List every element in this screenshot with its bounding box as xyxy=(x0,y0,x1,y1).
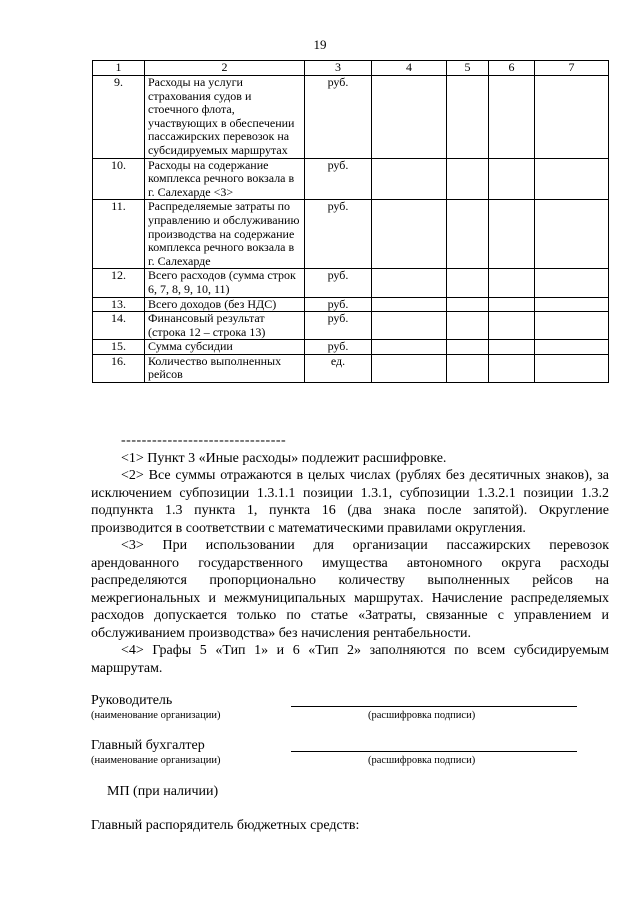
row-number: 16. xyxy=(93,354,145,382)
row-number: 15. xyxy=(93,340,145,355)
report-table xyxy=(92,60,609,383)
empty-cell xyxy=(372,76,447,159)
empty-cell xyxy=(535,340,609,355)
empty-cell xyxy=(372,340,447,355)
row-number: 10. xyxy=(93,158,145,200)
head-signature-block xyxy=(91,693,611,722)
table-row xyxy=(93,76,609,159)
row-unit: руб. xyxy=(305,312,372,340)
empty-cell xyxy=(489,76,535,159)
row-number: 12. xyxy=(93,269,145,297)
chief-budget-manager: Главный распорядитель бюджетных средств: xyxy=(91,818,360,833)
head-caption-signature: (расшифровка подписи) xyxy=(368,710,476,721)
empty-cell xyxy=(535,200,609,269)
table-row xyxy=(93,340,609,355)
table-row xyxy=(93,158,609,200)
accountant-signature-block xyxy=(91,738,611,767)
footnotes xyxy=(91,432,609,677)
empty-cell xyxy=(535,297,609,312)
row-name: Расходы на услуги страхования судов и стоечного флота, участвующих в обеспечении пассажирских перевозок на субсидируемых маршрутах xyxy=(145,76,305,159)
table-header-cell: 7 xyxy=(535,61,609,76)
table-row xyxy=(93,312,609,340)
row-name: Распределяемые затраты по управлению и обслуживанию производства на содержание комплекса речного вокзала в г. Салехарде xyxy=(145,200,305,269)
footnote-separator: -------------------------------- xyxy=(121,433,287,448)
stamp-place: МП (при наличии) xyxy=(107,784,219,799)
footnote-1: <1> Пункт 3 «Иные расходы» подлежит расшифровке. xyxy=(121,450,447,466)
empty-cell xyxy=(447,200,489,269)
row-number: 13. xyxy=(93,297,145,312)
head-signature-line xyxy=(291,706,577,707)
row-unit: руб. xyxy=(305,297,372,312)
empty-cell xyxy=(447,269,489,297)
row-unit: руб. xyxy=(305,76,372,159)
table-header-cell: 4 xyxy=(372,61,447,76)
empty-cell xyxy=(489,158,535,200)
accountant-caption-org: (наименование организации) xyxy=(91,755,221,766)
accountant-signature-line xyxy=(291,751,577,752)
row-name: Расходы на содержание комплекса речного вокзала в г. Салехарде <3> xyxy=(145,158,305,200)
empty-cell xyxy=(447,340,489,355)
table-header-row xyxy=(93,61,609,76)
empty-cell xyxy=(372,200,447,269)
empty-cell xyxy=(447,354,489,382)
row-number: 11. xyxy=(93,200,145,269)
row-name: Количество выполненных рейсов xyxy=(145,354,305,382)
empty-cell xyxy=(489,269,535,297)
footnote-3: <3> При использовании для организации пассажирских перевозок арендованного государственного имущества автономного округа расходы распределяются пропорционально количеству выполненных рейсов на межрегиональных и межмуниципальных маршрутах. Начисление распределяемых расходов допускается только по статье «Затраты, связанные с управлением и обслуживанием производства» без начисления рентабельности. xyxy=(91,538,609,641)
table-row xyxy=(93,354,609,382)
empty-cell xyxy=(535,312,609,340)
empty-cell xyxy=(535,354,609,382)
row-number: 14. xyxy=(93,312,145,340)
row-unit: руб. xyxy=(305,269,372,297)
empty-cell xyxy=(372,354,447,382)
empty-cell xyxy=(447,158,489,200)
row-name: Всего доходов (без НДС) xyxy=(145,297,305,312)
empty-cell xyxy=(489,200,535,269)
empty-cell xyxy=(489,340,535,355)
row-unit: руб. xyxy=(305,158,372,200)
page-number: 19 xyxy=(313,37,327,52)
table-header-cell: 3 xyxy=(305,61,372,76)
empty-cell xyxy=(447,297,489,312)
table-row xyxy=(93,269,609,297)
table-header-cell: 2 xyxy=(145,61,305,76)
empty-cell xyxy=(447,312,489,340)
table-header-cell: 6 xyxy=(489,61,535,76)
empty-cell xyxy=(372,312,447,340)
row-unit: ед. xyxy=(305,354,372,382)
empty-cell xyxy=(535,269,609,297)
row-unit: руб. xyxy=(305,340,372,355)
empty-cell xyxy=(447,76,489,159)
empty-cell xyxy=(489,354,535,382)
row-number: 9. xyxy=(93,76,145,159)
row-name: Финансовый результат (строка 12 – строка 13) xyxy=(145,312,305,340)
row-name: Сумма субсидии xyxy=(145,340,305,355)
empty-cell xyxy=(535,76,609,159)
empty-cell xyxy=(372,158,447,200)
empty-cell xyxy=(489,297,535,312)
table-row xyxy=(93,297,609,312)
table-header-cell: 1 xyxy=(93,61,145,76)
empty-cell xyxy=(489,312,535,340)
row-unit: руб. xyxy=(305,200,372,269)
empty-cell xyxy=(535,158,609,200)
footnote-4: <4> Графы 5 «Тип 1» и 6 «Тип 2» заполняются по всем субсидируемым маршрутам. xyxy=(91,643,609,676)
accountant-caption-signature: (расшифровка подписи) xyxy=(368,755,476,766)
footnote-2: <2> Все суммы отражаются в целых числах (рублях без десятичных знаков), за исключением субпозиции 1.3.1.1 позиции 1.3.1, субпозиции 1.3.2.1 позиции 1.3.2 подпункта 1.3 пункта 1, пункта 16 (два знака после запятой). Округление производится в соответствии с математическими правилами округления. xyxy=(91,468,609,536)
head-title: Руководитель xyxy=(91,693,173,708)
table-header-cell: 5 xyxy=(447,61,489,76)
empty-cell xyxy=(372,269,447,297)
row-name: Всего расходов (сумма строк 6, 7, 8, 9, 10, 11) xyxy=(145,269,305,297)
accountant-title: Главный бухгалтер xyxy=(91,738,205,753)
table-row xyxy=(93,200,609,269)
head-caption-org: (наименование организации) xyxy=(91,710,221,721)
empty-cell xyxy=(372,297,447,312)
